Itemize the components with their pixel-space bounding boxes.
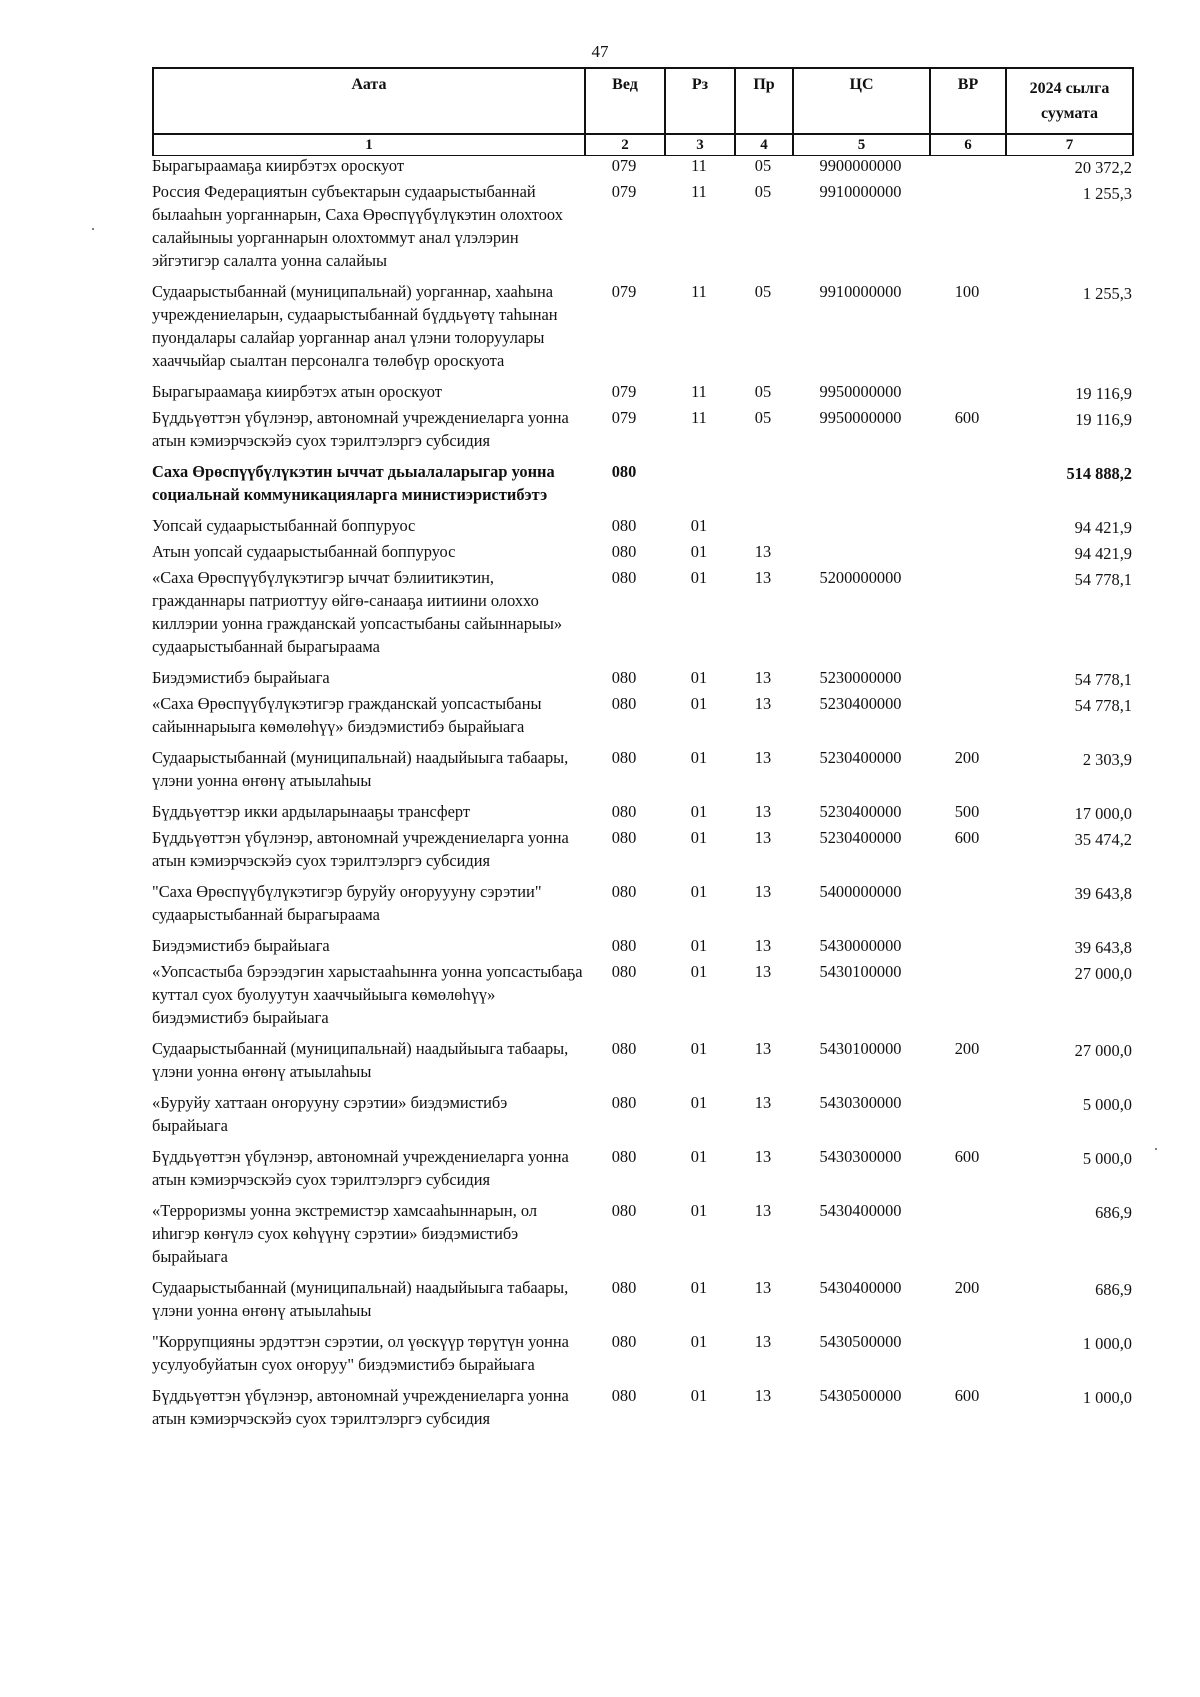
row-vr xyxy=(929,960,1005,1029)
row-vr: 600 xyxy=(954,828,980,847)
row-name: Атын уопсай судаарыстыбаннай боппуруос xyxy=(152,542,456,561)
row-ved: 080 xyxy=(611,1386,637,1405)
row-rz: 01 xyxy=(690,828,708,847)
row-sum: 1 255,3 xyxy=(1082,284,1132,303)
row-name: «Буруйу хаттаан оҥорууну сэрэтии» биэдэмистибэ бырайыага xyxy=(152,1093,508,1135)
row-sum: 27 000,0 xyxy=(1074,964,1132,983)
row-vr xyxy=(929,666,1005,691)
row-pr: 13 xyxy=(754,668,772,687)
row-ved: 080 xyxy=(611,802,637,821)
row-rz: 01 xyxy=(690,748,708,767)
scan-speck xyxy=(1155,1148,1157,1150)
row-name: Саха Өрөспүүбүлүкэтин ыччат дьыалаларыгар уонна социальнай коммуникацияларга министиэристибэтэ xyxy=(152,462,555,504)
row-ved: 080 xyxy=(611,542,637,561)
row-vr xyxy=(929,1330,1005,1376)
row-name: Судаарыстыбаннай (муниципальнай) наадыйыыга табаары, үлэни уонна өҥөнү атыылаһыы xyxy=(152,1278,569,1320)
row-pr: 13 xyxy=(754,748,772,767)
row-pr: 05 xyxy=(754,408,772,427)
row-ved: 080 xyxy=(611,748,637,767)
table-row xyxy=(152,540,1132,565)
row-pr: 13 xyxy=(754,828,772,847)
row-cs: 5430100000 xyxy=(819,1039,902,1058)
row-vr xyxy=(929,380,1005,405)
row-vr xyxy=(929,692,1005,738)
row-pr: 13 xyxy=(754,568,772,587)
row-sum: 5 000,0 xyxy=(1082,1149,1132,1168)
row-rz: 01 xyxy=(690,542,708,561)
row-rz: 01 xyxy=(690,936,708,955)
row-name: Бүддьүөттэр икки ардыларынааҕы трансферт xyxy=(152,802,471,821)
row-ved: 080 xyxy=(611,1093,637,1112)
row-ved: 080 xyxy=(611,1039,637,1058)
row-name: «Саха Өрөспүүбүлүкэтигэр ыччат бэлиитикэтин, гражданнары патриоттуу өйгө-санааҕа иитиини олоххо киллэрии уонна гражданскай уопсастыбаны сайыннарыы» судаарыстыбаннай бырагыраама xyxy=(152,568,563,656)
row-sum: 54 778,1 xyxy=(1074,570,1132,589)
row-rz: 11 xyxy=(691,182,707,201)
scan-speck xyxy=(92,228,94,230)
row-name: Судаарыстыбаннай (муниципальнай) наадыйыыга табаары, үлэни уонна өҥөнү атыылаһыы xyxy=(152,748,569,790)
row-vr: 200 xyxy=(954,1039,980,1058)
page-number: 47 xyxy=(591,42,609,61)
table-row xyxy=(152,1145,1132,1191)
table-row xyxy=(152,880,1132,926)
row-name: Судаарыстыбаннай (муниципальнай) наадыйыыга табаары, үлэни уонна өҥөнү атыылаһыы xyxy=(152,1039,569,1081)
row-cs: 5230400000 xyxy=(819,828,902,847)
row-rz: 01 xyxy=(690,1039,708,1058)
row-pr: 13 xyxy=(754,1278,772,1297)
row-rz: 01 xyxy=(690,962,708,981)
header-num-2: 2 xyxy=(585,134,665,156)
row-sum: 19 116,9 xyxy=(1075,384,1132,403)
row-vr xyxy=(929,180,1005,272)
table-row xyxy=(152,514,1132,539)
row-rz: 11 xyxy=(691,156,707,175)
row-sum: 27 000,0 xyxy=(1074,1041,1132,1060)
row-pr: 13 xyxy=(754,802,772,821)
row-cs: 9950000000 xyxy=(819,382,902,401)
row-cs: 5230400000 xyxy=(819,694,902,713)
header-ved: Вед xyxy=(585,68,665,134)
table-row xyxy=(152,960,1132,1029)
row-sum: 514 888,2 xyxy=(1066,464,1132,483)
header-cs: ЦС xyxy=(793,68,930,134)
table-row xyxy=(152,746,1132,792)
header-rz: Рз xyxy=(665,68,735,134)
row-ved: 080 xyxy=(611,1147,637,1166)
header-num-1: 1 xyxy=(153,134,585,156)
header-name: Аата xyxy=(153,68,585,134)
row-pr: 13 xyxy=(754,1093,772,1112)
row-sum: 54 778,1 xyxy=(1074,670,1132,689)
table-row xyxy=(152,460,1132,506)
row-sum: 2 303,9 xyxy=(1082,750,1132,769)
table-row xyxy=(152,692,1132,738)
row-rz: 01 xyxy=(690,694,708,713)
row-ved: 079 xyxy=(611,282,637,301)
row-name: "Саха Өрөспүүбүлүкэтигэр буруйу оҥоруууну сэрэтии" судаарыстыбаннай бырагыраама xyxy=(152,882,542,924)
row-pr: 13 xyxy=(754,962,772,981)
row-name: «Терроризмы уонна экстремистэр хамсааһыннарын, ол иһигэр көҥүлэ суох көһүүнү сэрэтии» биэдэмистибэ бырайыага xyxy=(152,1201,538,1266)
header-num-3: 3 xyxy=(665,134,735,156)
header-num-6: 6 xyxy=(930,134,1006,156)
table-row xyxy=(152,666,1132,691)
row-rz: 11 xyxy=(691,382,707,401)
row-vr: 600 xyxy=(954,408,980,427)
table-row xyxy=(152,180,1132,272)
row-cs: 5430100000 xyxy=(819,962,902,981)
table-row xyxy=(152,380,1132,405)
row-cs: 5400000000 xyxy=(819,882,902,901)
row-vr xyxy=(929,540,1005,565)
table-row xyxy=(152,934,1132,959)
table-row xyxy=(152,826,1132,872)
row-vr xyxy=(929,460,1005,506)
row-pr: 05 xyxy=(754,156,772,175)
row-name: Бүддьүөттэн үбүлэнэр, автономнай учреждениеларга уонна атын кэмиэрчэскэйэ суох тэрилтэлэргэ субсидия xyxy=(152,408,569,450)
row-rz xyxy=(664,460,734,506)
row-ved: 080 xyxy=(611,828,637,847)
row-vr xyxy=(929,934,1005,959)
row-cs: 5230400000 xyxy=(819,748,902,767)
row-sum: 20 372,2 xyxy=(1074,158,1132,177)
row-rz: 01 xyxy=(690,1201,708,1220)
row-cs: 5230400000 xyxy=(819,802,902,821)
row-vr xyxy=(929,1091,1005,1137)
row-ved: 080 xyxy=(611,1332,637,1351)
row-ved: 080 xyxy=(611,962,637,981)
row-ved: 080 xyxy=(611,936,637,955)
table-row xyxy=(152,154,1132,179)
row-sum: 17 000,0 xyxy=(1074,804,1132,823)
row-name: Россия Федерациятын субъектарын судаарыстыбаннай былааһын уорганнарын, Саха Өрөспүүбүлүкэтин олохтоох салайыныы уорганнарын олохтоммут анал үлэлэрин эйгэтигэр салалта уонна салайыы xyxy=(152,182,563,270)
row-rz: 01 xyxy=(690,1386,708,1405)
table-row xyxy=(152,1330,1132,1376)
row-rz: 01 xyxy=(690,882,708,901)
row-rz: 01 xyxy=(690,1093,708,1112)
row-cs: 5200000000 xyxy=(819,568,902,587)
table-header xyxy=(152,67,1134,156)
row-cs: 9910000000 xyxy=(819,182,902,201)
row-sum: 1 255,3 xyxy=(1082,184,1132,203)
row-ved: 080 xyxy=(611,462,637,481)
row-sum: 686,9 xyxy=(1095,1280,1132,1299)
table-row xyxy=(152,406,1132,452)
row-sum: 35 474,2 xyxy=(1074,830,1132,849)
row-ved: 079 xyxy=(611,156,637,175)
row-pr: 13 xyxy=(754,694,772,713)
row-name: Бырагыраамаҕа киирбэтэх ороскуот xyxy=(152,156,404,175)
header-num-5: 5 xyxy=(793,134,930,156)
row-name: Бүддьүөттэн үбүлэнэр, автономнай учреждениеларга уонна атын кэмиэрчэскэйэ суох тэрилтэлэргэ субсидия xyxy=(152,828,569,870)
row-sum: 5 000,0 xyxy=(1082,1095,1132,1114)
row-cs: 5430400000 xyxy=(819,1278,902,1297)
row-name: Бырагыраамаҕа киирбэтэх атын ороскуот xyxy=(152,382,442,401)
row-ved: 079 xyxy=(611,182,637,201)
row-rz: 01 xyxy=(690,802,708,821)
row-rz: 01 xyxy=(690,668,708,687)
header-pr: Пр xyxy=(735,68,793,134)
row-pr: 05 xyxy=(754,182,772,201)
row-pr xyxy=(734,460,792,506)
row-pr: 13 xyxy=(754,1201,772,1220)
row-rz: 01 xyxy=(690,1147,708,1166)
row-pr: 05 xyxy=(754,382,772,401)
row-vr xyxy=(929,566,1005,658)
row-name: Бүддьүөттэн үбүлэнэр, автономнай учреждениеларга уонна атын кэмиэрчэскэйэ суох тэрилтэлэргэ субсидия xyxy=(152,1147,569,1189)
row-name: «Саха Өрөспүүбүлүкэтигэр гражданскай уопсастыбаны сайыннарыыга көмөлөһүү» биэдэмистибэ бырайыага xyxy=(152,694,542,736)
row-rz: 01 xyxy=(690,1332,708,1351)
row-ved: 080 xyxy=(611,568,637,587)
header-num-4: 4 xyxy=(735,134,793,156)
row-name: Бүддьүөттэн үбүлэнэр, автономнай учреждениеларга уонна атын кэмиэрчэскэйэ суох тэрилтэлэргэ субсидия xyxy=(152,1386,569,1428)
row-pr: 13 xyxy=(754,542,772,561)
row-sum: 19 116,9 xyxy=(1075,410,1132,429)
row-sum: 1 000,0 xyxy=(1082,1334,1132,1353)
row-ved: 080 xyxy=(611,1201,637,1220)
row-name: Биэдэмистибэ бырайыага xyxy=(152,668,330,687)
header-num-7: 7 xyxy=(1006,134,1133,156)
table-row xyxy=(152,1384,1132,1430)
row-vr xyxy=(929,514,1005,539)
row-vr: 500 xyxy=(954,802,980,821)
row-name: "Коррупцияны эрдэттэн сэрэтии, ол үөскүүр төрүтүн уонна усулуобуйатын суох оҥоруу" биэдэмистибэ бырайыага xyxy=(152,1332,569,1374)
row-sum: 94 421,9 xyxy=(1074,518,1132,537)
row-ved: 079 xyxy=(611,382,637,401)
row-ved: 080 xyxy=(611,694,637,713)
row-pr: 13 xyxy=(754,936,772,955)
row-name: Биэдэмистибэ бырайыага xyxy=(152,936,330,955)
row-pr: 13 xyxy=(754,1039,772,1058)
table-row xyxy=(152,280,1132,372)
row-cs xyxy=(792,460,929,506)
header-sum: 2024 сылга суумата xyxy=(1006,68,1133,134)
row-rz: 01 xyxy=(690,516,708,535)
row-pr: 13 xyxy=(754,1147,772,1166)
row-cs: 5430300000 xyxy=(819,1093,902,1112)
row-ved: 080 xyxy=(611,882,637,901)
row-cs: 5430500000 xyxy=(819,1386,902,1405)
row-cs: 5430300000 xyxy=(819,1147,902,1166)
row-sum: 1 000,0 xyxy=(1082,1388,1132,1407)
row-cs: 9910000000 xyxy=(819,282,902,301)
table-row xyxy=(152,800,1132,825)
row-cs: 5430000000 xyxy=(819,936,902,955)
table-row xyxy=(152,1091,1132,1137)
row-cs: 9950000000 xyxy=(819,408,902,427)
row-pr: 13 xyxy=(754,882,772,901)
row-vr: 200 xyxy=(954,748,980,767)
row-vr xyxy=(929,154,1005,179)
header-vr: ВР xyxy=(930,68,1006,134)
row-cs: 9900000000 xyxy=(819,156,902,175)
row-sum: 39 643,8 xyxy=(1074,938,1132,957)
row-name: «Уопсастыба бэрээдэгин харыстааһынҥа уонна уопсастыбаҕа куттал суох буолуутун хааччыйыыга көмөлөһүү» биэдэмистибэ бырайыага xyxy=(152,962,583,1027)
row-vr: 600 xyxy=(954,1386,980,1405)
row-cs xyxy=(792,514,929,539)
row-vr: 100 xyxy=(954,282,980,301)
row-pr: 05 xyxy=(754,282,772,301)
row-vr xyxy=(929,1199,1005,1268)
row-pr: 13 xyxy=(754,1386,772,1405)
row-rz: 11 xyxy=(691,408,707,427)
row-ved: 080 xyxy=(611,1278,637,1297)
row-rz: 01 xyxy=(690,568,708,587)
row-ved: 079 xyxy=(611,408,637,427)
table-row xyxy=(152,1199,1132,1268)
row-cs xyxy=(792,540,929,565)
table-row xyxy=(152,566,1132,658)
row-sum: 686,9 xyxy=(1095,1203,1132,1222)
row-vr xyxy=(929,880,1005,926)
row-sum: 94 421,9 xyxy=(1074,544,1132,563)
row-rz: 11 xyxy=(691,282,707,301)
row-vr: 600 xyxy=(954,1147,980,1166)
table-body xyxy=(152,154,1132,1438)
row-rz: 01 xyxy=(690,1278,708,1297)
row-cs: 5430400000 xyxy=(819,1201,902,1220)
row-pr xyxy=(734,514,792,539)
row-name: Судаарыстыбаннай (муниципальнай) уорганнар, хааһына учреждениеларын, судаарыстыбаннай бүддьүөтү таһынан пуондалары салайар уорганнар анал үлэни толоруулары хааччыйар сыалтан персоналга төлөбүр ороскуота xyxy=(152,282,558,370)
row-cs: 5230000000 xyxy=(819,668,902,687)
row-ved: 080 xyxy=(611,668,637,687)
table-row xyxy=(152,1037,1132,1083)
row-name: Уопсай судаарыстыбаннай боппуруос xyxy=(152,516,416,535)
row-cs: 5430500000 xyxy=(819,1332,902,1351)
row-ved: 080 xyxy=(611,516,637,535)
row-vr: 200 xyxy=(954,1278,980,1297)
table-row xyxy=(152,1276,1132,1322)
row-sum: 39 643,8 xyxy=(1074,884,1132,903)
row-pr: 13 xyxy=(754,1332,772,1351)
row-sum: 54 778,1 xyxy=(1074,696,1132,715)
